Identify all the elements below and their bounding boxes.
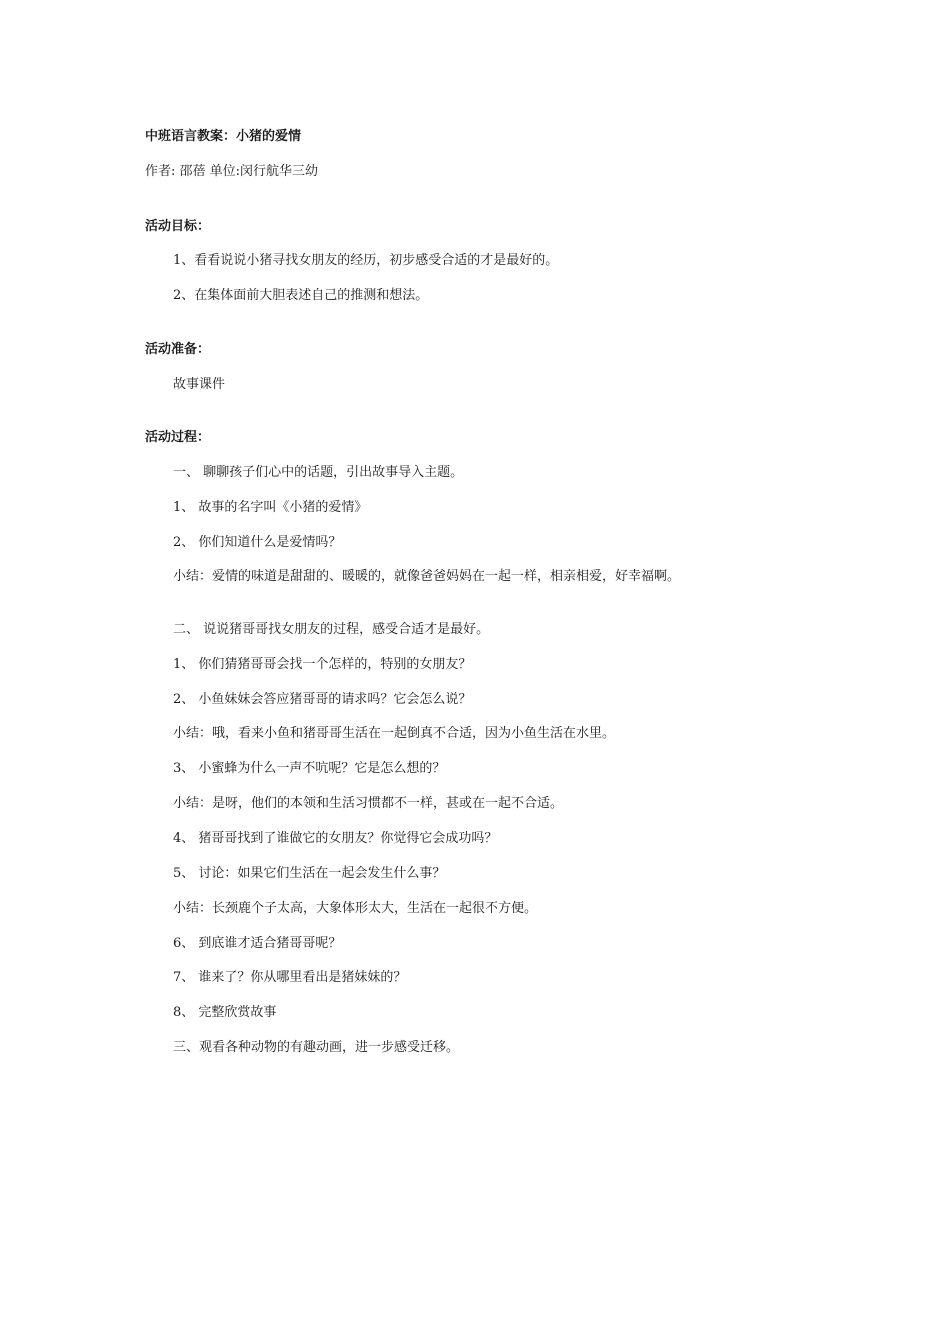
process-part2-line: 5、 讨论：如果它们生活在一起会发生什么事？ bbox=[173, 866, 446, 881]
goal-item: 2、在集体面前大胆表述自己的推测和想法。 bbox=[173, 288, 429, 303]
process-part1-summary: 小结：爱情的味道是甜甜的、暖暖的，就像爸爸妈妈在一起一样，相亲相爱，好幸福啊。 bbox=[173, 569, 681, 584]
document-title: 中班语言教案：小猪的爱情 bbox=[145, 129, 302, 144]
process-part2-line: 2、 小鱼妹妹会答应猪哥哥的请求吗？它会怎么说？ bbox=[173, 692, 472, 707]
process-part2-line: 1、 你们猜猪哥哥会找一个怎样的，特别的女朋友？ bbox=[173, 657, 472, 672]
process-part2-line: 6、 到底谁才适合猪哥哥呢？ bbox=[173, 936, 342, 951]
process-part2-line: 4、 猪哥哥找到了谁做它的女朋友？你觉得它会成功吗？ bbox=[173, 831, 498, 846]
process-part2-line: 7、 谁来了？你从哪里看出是猪妹妹的？ bbox=[173, 970, 407, 985]
process-part2-summary: 小结：长颈鹿个子太高，大象体形太大，生活在一起很不方便。 bbox=[173, 901, 538, 916]
process-part2-line: 二、 说说猪哥哥找女朋友的过程，感受合适才是最好。 bbox=[173, 622, 490, 637]
process-part2-line: 3、 小蜜蜂为什么一声不吭呢？它是怎么想的？ bbox=[173, 761, 446, 776]
process-heading: 活动过程： bbox=[145, 430, 211, 445]
process-part3-line: 三、观看各种动物的有趣动画，进一步感受迁移。 bbox=[173, 1040, 460, 1055]
process-part1-line: 2、 你们知道什么是爱情吗？ bbox=[173, 535, 342, 550]
process-part1-line: 1、 故事的名字叫《小猪的爱情》 bbox=[173, 500, 368, 515]
process-part2-summary: 小结：哦，看来小鱼和猪哥哥生活在一起倒真不合适，因为小鱼生活在水里。 bbox=[173, 726, 616, 741]
prep-heading: 活动准备： bbox=[145, 342, 211, 357]
process-part2-summary: 小结：是呀，他们的本领和生活习惯都不一样，甚或在一起不合适。 bbox=[173, 796, 564, 811]
prep-item: 故事课件 bbox=[173, 377, 226, 392]
goal-item: 1、看看说说小猪寻找女朋友的经历，初步感受合适的才是最好的。 bbox=[173, 253, 559, 268]
goals-heading: 活动目标： bbox=[145, 219, 211, 234]
process-part1-line: 一、 聊聊孩子们心中的话题，引出故事导入主题。 bbox=[173, 465, 464, 480]
process-part2-line: 8、 完整欣赏故事 bbox=[173, 1005, 277, 1020]
author-line: 作者: 邵蓓 单位:闵行航华三幼 bbox=[145, 164, 319, 179]
